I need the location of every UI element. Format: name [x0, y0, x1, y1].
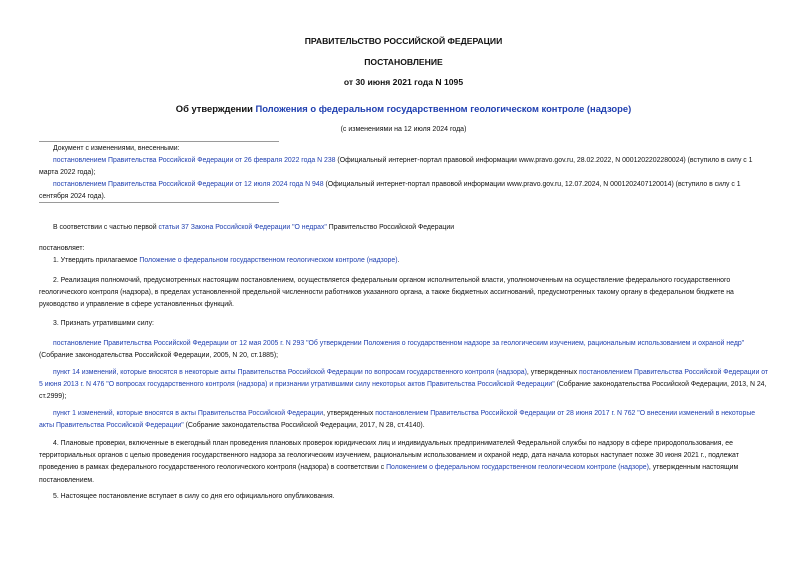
doc-date-number: от 30 июня 2021 года N 1095	[343, 77, 464, 87]
revision-note: (с изменениями на 12 июля 2024 года)	[340, 126, 467, 133]
change-item-2	[39, 179, 769, 203]
preamble-link[interactable]: статьи 37 Закона Российской Федерации "О недрах"	[158, 224, 327, 231]
clause-4-link[interactable]: Положением о федеральном государственном геологическом контроле (надзоре)	[386, 464, 649, 472]
clause-1-text-a: 1. Утвердить прилагаемое	[53, 257, 140, 264]
decides-label: постановляет:	[39, 245, 85, 252]
change-item-1	[39, 155, 769, 179]
changes-intro-text: Документ с изменениями, внесенными:	[53, 145, 180, 152]
clause-3-item-c	[39, 408, 769, 432]
preamble-text-a: В соответствии с частью первой	[53, 224, 159, 231]
clause-3-item-a-text: (Собрание законодательства Российской Федерации, 2005, N 20, ст.1885);	[39, 352, 279, 360]
doc-type-heading: ПОСТАНОВЛЕНИЕ	[364, 57, 443, 67]
clause-5: 5. Настоящее постановление вступает в силу со дня его официального опубликования.	[53, 493, 335, 500]
clause-3-item-b	[39, 367, 769, 404]
clause-3-item-b-link-1[interactable]: пункт 14 изменений, которые вносятся в некоторые акты Правительства Российской Федерации по вопросам государственного контроля (надзора)	[53, 369, 527, 376]
top-divider	[39, 141, 279, 142]
clause-3: 3. Признать утратившими силу:	[53, 320, 154, 327]
change-item-2-link[interactable]: постановлением Правительства Российской Федерации от 12 июля 2024 года N 948	[53, 181, 324, 188]
issuer-heading: ПРАВИТЕЛЬСТВО РОССИЙСКОЙ ФЕДЕРАЦИИ	[304, 36, 503, 46]
preamble-text-b: Правительство Российской Федерации	[326, 224, 455, 231]
clause-1	[39, 255, 769, 267]
change-item-2-text: (Официальный интернет-портал правовой информации www.pravo.gov.ru, 12.07.2024, N 0001202407120014) (вступило в силу с 1 сентября 2024 года).	[39, 181, 741, 201]
clause-2: 2. Реализация полномочий, предусмотренных настоящим постановлением, осуществляется федеральным органом исполнительной власти, уполномоченным на осуществление федерального государственного геологического контроля (надзора), в пределах установленной предельной численности работников указанного органа, а также бюджетных ассигнований, предусмотренных такому органу в федеральном бюджете на руководство и управление в сфере установленных функций.	[39, 277, 734, 309]
bottom-divider	[39, 202, 279, 203]
document-title	[0, 103, 807, 114]
clause-1-link[interactable]: Положение о федеральном государственном геологическом контроле (надзоре)	[139, 257, 398, 264]
clause-4	[39, 438, 769, 487]
clause-4-text-b: , утвержденным настоящим постановлением.	[39, 464, 739, 484]
change-item-1-link[interactable]: постановлением Правительства Российской Федерации от 26 февраля 2022 года N 238	[53, 157, 336, 164]
clause-1-text-b: .	[397, 257, 400, 264]
change-item-1-text: (Официальный интернет-портал правовой информации www.pravo.gov.ru, 28.02.2022, N 0001202202280024) (вступило в силу с 1 марта 2022 года);	[39, 157, 753, 177]
clause-3-item-c-mid: , утвержденных	[323, 410, 376, 417]
clause-3-item-c-link-2[interactable]: постановлением Правительства Российской Федерации от 28 июня 2017 г. N 762 "О внесении изменений в некоторые акты Правительства Российской Федерации"	[39, 410, 756, 430]
changes-intro	[39, 143, 769, 155]
clause-3-item-b-text: (Собрание законодательства Российской Федерации, 2013, N 24, ст.2999);	[39, 381, 767, 401]
clause-3-item-a-link[interactable]: постановление Правительства Российской Федерации от 12 мая 2005 г. N 293 "Об утверждении Положения о государственном надзоре за геологическим изучением, рациональным использованием и охраной недр"	[53, 340, 745, 347]
clause-3-item-b-link-2[interactable]: постановлением Правительства Российской Федерации от 5 июня 2013 г. N 476 "О вопросах государственного контроля (надзора) и признании утратившими силу некоторых актов Правительства Российской Федерации"	[39, 369, 769, 389]
title-link[interactable]: Положения о федеральном государственном геологическом контроле (надзоре)	[255, 103, 632, 114]
clause-3-item-c-link-1[interactable]: пункт 1 изменений, которые вносятся в акты Правительства Российской Федерации	[53, 410, 324, 417]
clause-3-item-a	[39, 338, 769, 362]
clause-3-item-b-mid: , утвержденных	[526, 369, 579, 376]
clause-3-item-c-text: (Собрание законодательства Российской Федерации, 2017, N 28, ст.4140).	[183, 422, 425, 430]
title-prefix: Об утверждении	[175, 103, 256, 114]
clause-4-text-a: 4. Плановые проверки, включенные в ежегодный план проведения плановых проверок юридических лиц и индивидуальных предпринимателей Федеральной службы по надзору в сфере природопользования, ее территориальных органов с целью проведения государственного надзора за геологическим изучением, рациональным использованием и охраной недр, дата начала которых наступает позже 30 июня 2021 г., подлежат проведению в рамках федерального государственного геологического контроля (надзора) в соответствии с	[39, 440, 739, 472]
preamble	[39, 222, 769, 234]
